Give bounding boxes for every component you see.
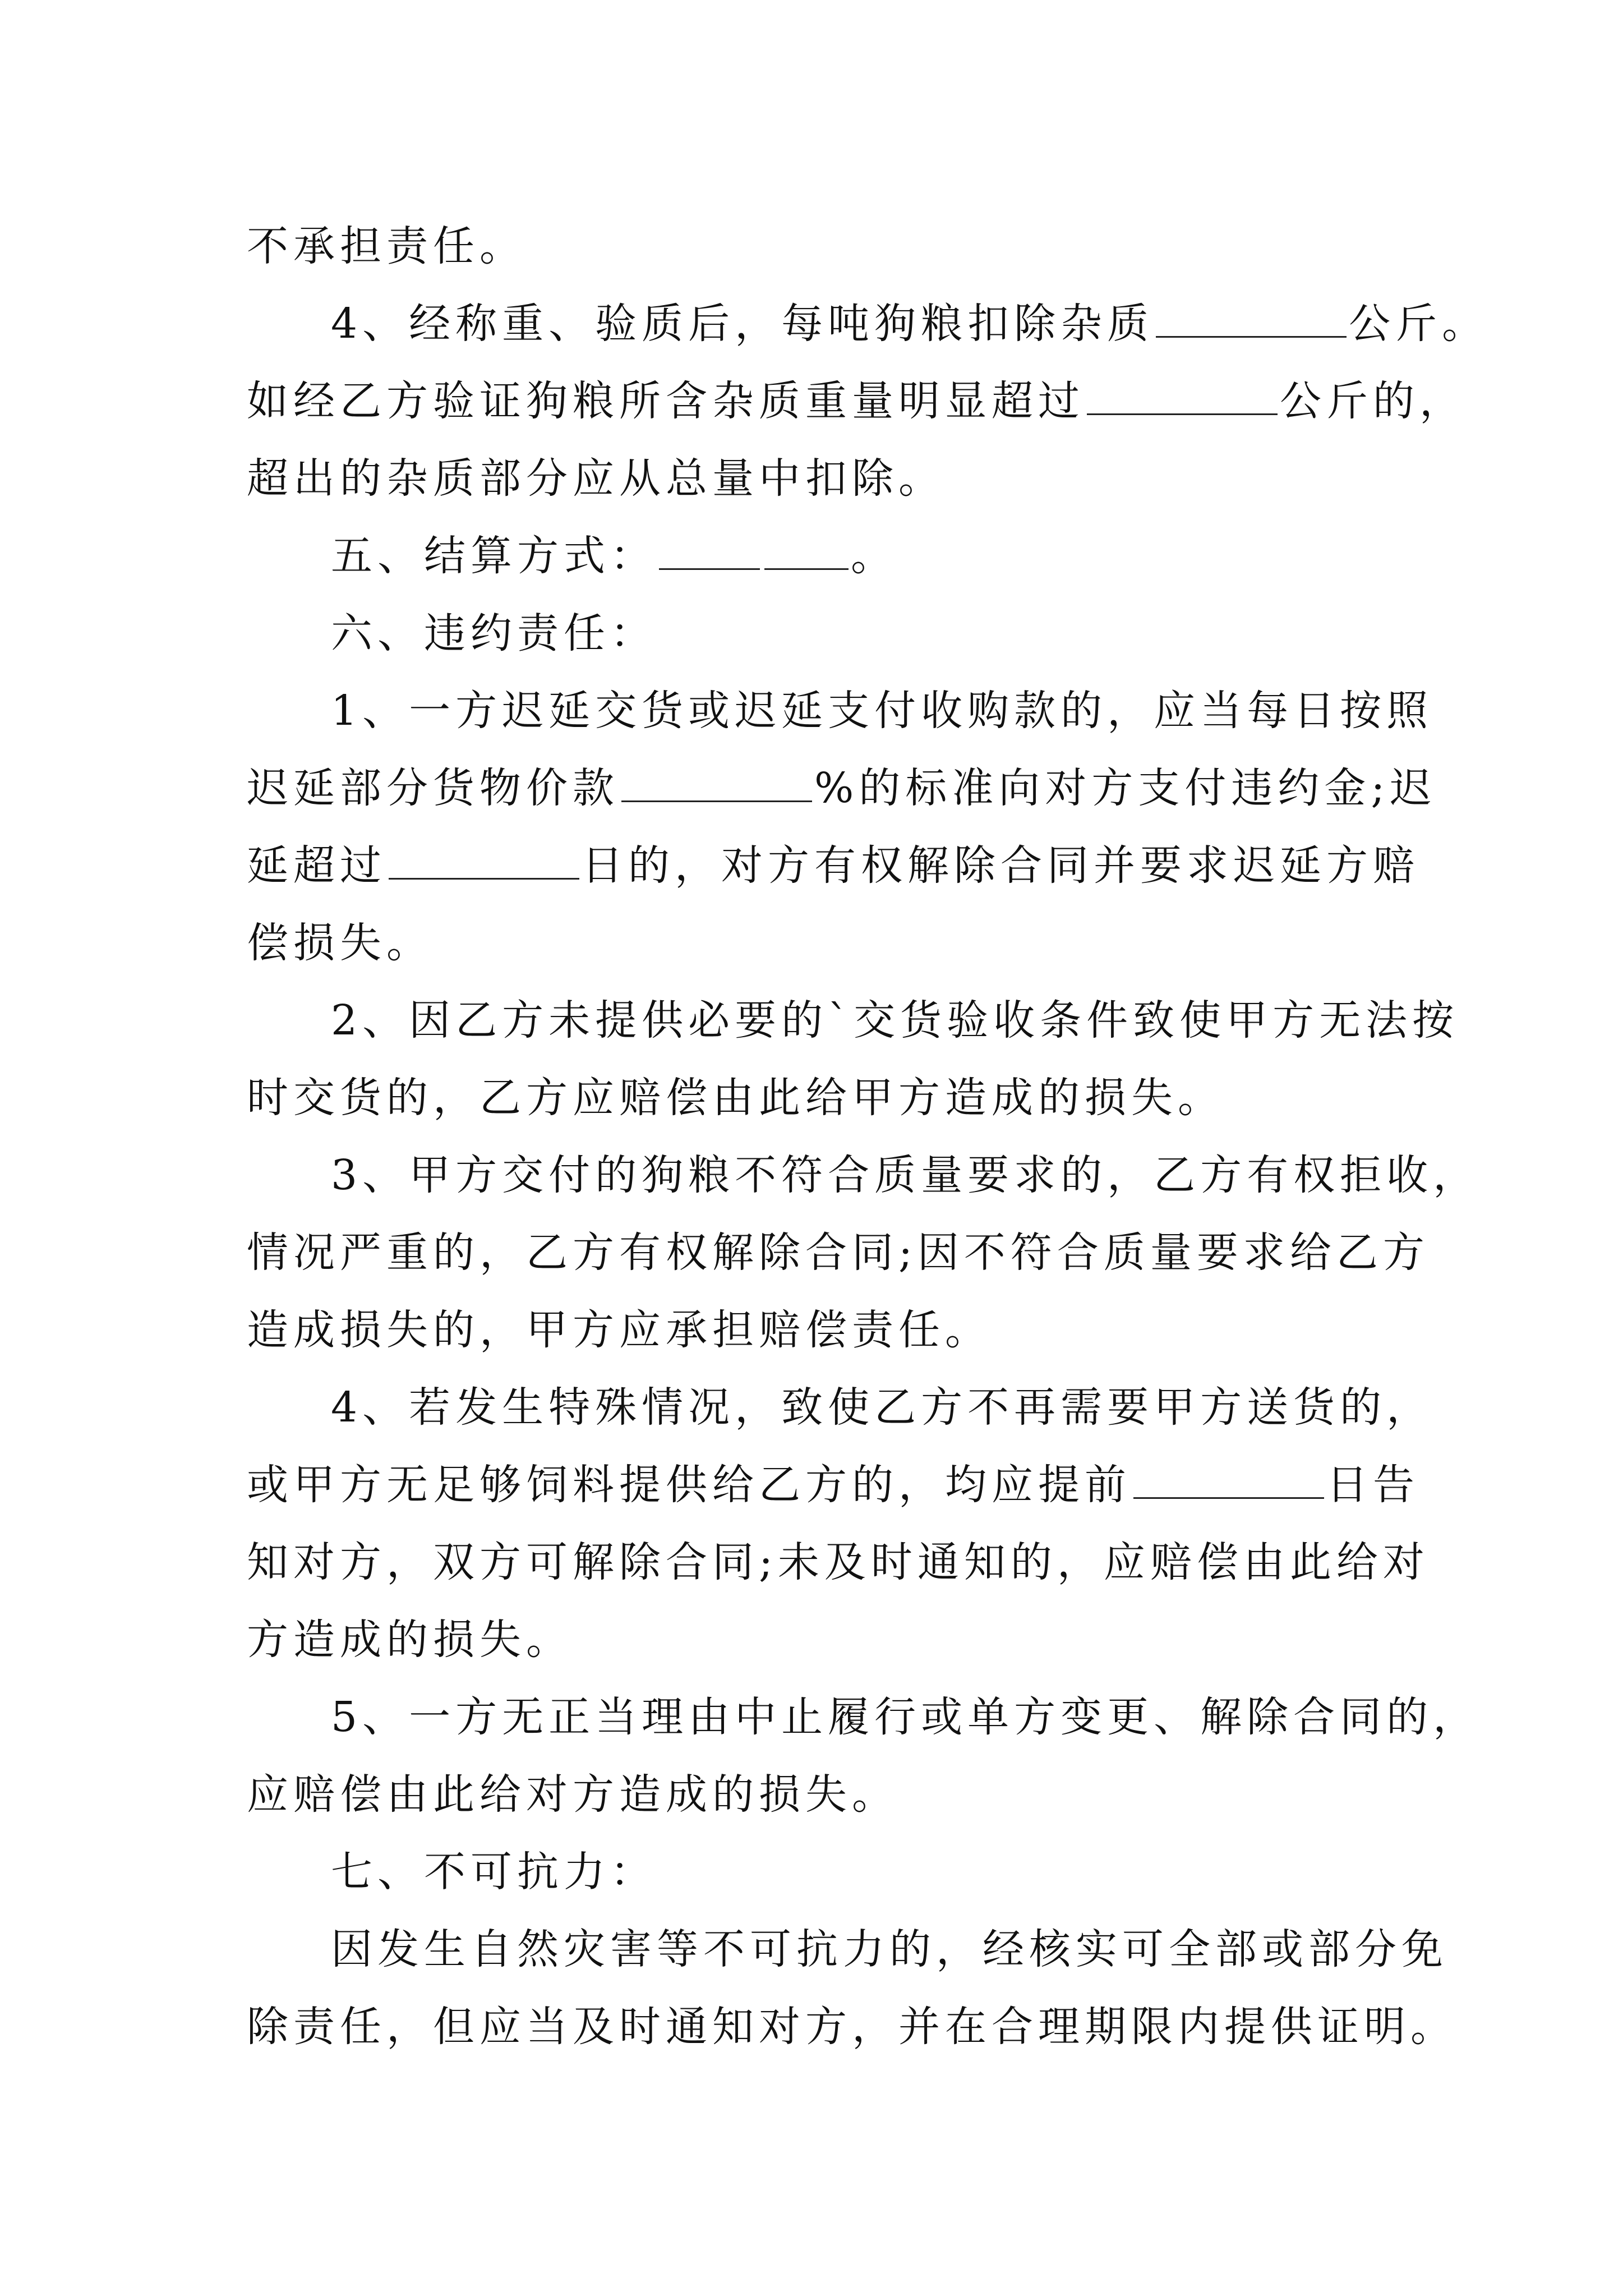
fill-blank: [1156, 302, 1347, 338]
section-7-heading: [247, 1833, 1380, 1911]
text: %的标准向对方支付违约金;迟: [814, 764, 1437, 812]
text: 日告: [1326, 1461, 1419, 1509]
text-line: [247, 1524, 1430, 1601]
fill-blank: [621, 767, 812, 802]
clause-1: [247, 672, 1433, 749]
text: 日的，对方有权解除合同并要求迟延方赔: [582, 841, 1419, 890]
text: 5、一方无正当理由中止履行或单方变更、解除合同的，: [331, 1693, 1480, 1741]
clause-2: [247, 982, 1459, 1059]
fill-blank: [389, 844, 579, 880]
text: 4、若发生特殊情况，致使乙方不再需要甲方送货的，: [331, 1383, 1433, 1432]
text-line: [247, 1756, 1380, 1833]
clause-4: [247, 1369, 1433, 1446]
text: 应赔偿由此给对方造成的损失。: [247, 1770, 898, 1819]
clause-4-weight: [247, 285, 1489, 362]
section-heading: 六、违约责任：: [331, 609, 657, 657]
text-line: [247, 208, 1380, 285]
text: 除责任，但应当及时通知对方，并在合理期限内提供证明。: [247, 2003, 1457, 2051]
section-heading: 五、结算方式：: [331, 532, 657, 580]
text-line: [247, 1059, 1380, 1137]
section-6-heading: [247, 595, 1380, 672]
text-line: [247, 1291, 1380, 1369]
text: 知对方，双方可解除合同;未及时通知的，应赔偿由此给对: [247, 1538, 1430, 1586]
text: 2、因乙方未提供必要的`交货验收条件致使甲方无法按: [331, 996, 1459, 1045]
text-line: [247, 440, 1380, 517]
text-line: [247, 827, 1419, 904]
fill-blank: [1133, 1464, 1324, 1499]
clause-5: [247, 1678, 1480, 1756]
text-line: [247, 749, 1437, 827]
text: 超出的杂质部分应从总量中扣除。: [247, 454, 945, 503]
text: 。: [851, 532, 897, 580]
text: 公斤。: [1349, 300, 1489, 348]
section-5-settlement: [247, 517, 1380, 595]
text: 1、一方迟延交货或迟延支付收购款的，应当每日按照: [331, 687, 1433, 735]
fill-blank: [659, 535, 760, 570]
text: 情况严重的，乙方有权解除合同;因不符合质量要求给乙方: [247, 1228, 1430, 1277]
force-majeure-text: [247, 1911, 1448, 1988]
text-line: [247, 362, 1466, 440]
text: 或甲方无足够饲料提供给乙方的，均应提前: [247, 1461, 1131, 1509]
text: 公斤的，: [1280, 377, 1466, 425]
text: 迟延部分货物价款: [247, 764, 619, 812]
text: 造成损失的，甲方应承担赔偿责任。: [247, 1306, 992, 1354]
text: 3、甲方交付的狗粮不符合质量要求的，乙方有权拒收，: [331, 1151, 1480, 1199]
text: 4、经称重、验质后，每吨狗粮扣除杂质: [331, 300, 1154, 348]
text-line: [247, 1988, 1457, 2065]
text: 偿损失。: [247, 919, 433, 967]
clause-3: [247, 1137, 1480, 1214]
text-line: [247, 904, 1380, 982]
text-line: [247, 1214, 1430, 1291]
text: 方造成的损失。: [247, 1616, 573, 1664]
text: 不承担责任。: [247, 222, 526, 270]
text-line: [247, 1446, 1419, 1524]
document-page: [247, 208, 1489, 2065]
text: 延超过: [247, 841, 386, 890]
text: 时交货的，乙方应赔偿由此给甲方造成的损失。: [247, 1074, 1224, 1122]
text-line: [247, 1601, 1380, 1678]
section-heading: 七、不可抗力：: [331, 1848, 657, 1896]
fill-blank: [764, 535, 849, 570]
text: 如经乙方验证狗粮所含杂质重量明显超过: [247, 377, 1085, 425]
fill-blank: [1087, 380, 1278, 415]
text: 因发生自然灾害等不可抗力的，经核实可全部或部分免: [331, 1925, 1448, 1973]
